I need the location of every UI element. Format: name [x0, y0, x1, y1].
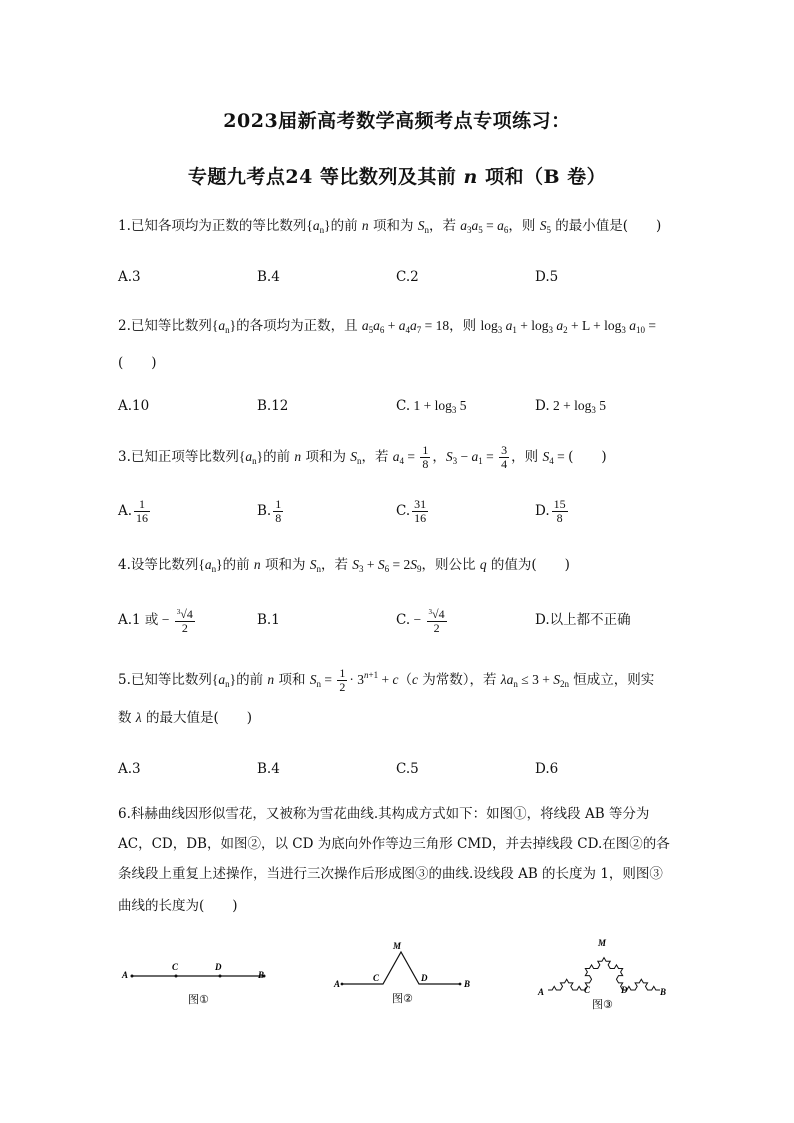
question-4-option-a: A.1 或 − $\frac{^3√4}{2}$	[118, 607, 193, 635]
question-5-option-b: B.4	[257, 761, 280, 777]
figure-2-point-b	[459, 983, 462, 986]
figure-1	[118, 958, 278, 1014]
figure-2-curve	[342, 952, 460, 984]
document-subtitle	[0, 162, 794, 189]
figure-3-label-b: B	[660, 987, 667, 997]
question-4-option-d: D.以上都不正确	[535, 612, 631, 628]
figure-3	[536, 936, 676, 1016]
question-2-option-c: C. $1 + \log_3 5$	[396, 398, 467, 415]
question-5-stem: 5.已知等比数列$\{a_n\}$的前 n 项和 $S_n$ = $\frac{1}{2}$ · $3^{n+1} + c(c$ 为常数），若 $\lambda a_n \le 3 + S_{2n}$ 恒成立，则实	[118, 666, 655, 694]
question-5-option-d: D.6	[535, 761, 559, 777]
subtitle-part-b: 项和（B 卷）	[477, 166, 607, 188]
figure-1-caption: 图①	[188, 993, 209, 1006]
figure-1-point-a	[131, 975, 134, 978]
question-3-option-d: D. $\frac{15}{8}$	[535, 497, 566, 525]
question-5-option-a: A.3	[118, 761, 141, 777]
question-1-option-b: B.4	[257, 269, 280, 285]
question-3-stem: 3.已知正项等比数列$\{a_n\}$的前 n 项和为 $S_n$，若 $a_4$ = $\frac{1}{8}$ ，$S_3 - a_1$ = $\frac{3}{4}$ ，则 $S_4$ = ( )	[118, 443, 607, 471]
question-5-option-c: C.5	[396, 761, 419, 777]
question-3-option-c: C. $\frac{31}{16}$	[396, 497, 427, 525]
figure-3-label-m: M	[598, 938, 607, 948]
figure-2-label-c: C	[373, 973, 380, 983]
question-6-line-1: 6.科赫曲线因形似雪花，又被称为雪花曲线.其构成方式如下：如图①，将线段 AB 等分为	[118, 806, 650, 822]
question-3-option-a: A. $\frac{1}{16}$	[118, 497, 149, 525]
figure-1-label-b: B	[258, 970, 265, 980]
figure-2-caption: 图②	[392, 992, 413, 1005]
figure-2-label-b: B	[464, 979, 471, 989]
figure-1-point-c	[175, 975, 178, 978]
figure-2-label-a: A	[334, 979, 341, 989]
subtitle-part-a: 专题九考点24 等比数列及其前	[187, 166, 464, 188]
figure-3-caption: 图③	[592, 998, 613, 1011]
figure-3-label-d: D	[621, 985, 628, 995]
question-5-stem-cont: 数 λ 的最大值是( )	[118, 710, 252, 726]
question-4-option-c: C. − $\frac{^3√4}{2}$	[396, 607, 445, 635]
question-4-stem: 4.设等比数列$\{a_n\}$的前 n 项和为 $S_n$，若 $S_3 + S_6 = 2S_9$，则公比 q 的值为( )	[118, 557, 570, 574]
question-1-stem: 1.已知各项均为正数的等比数列$\{a_n\}$的前 n 项和为 $S_n$，若 $a_3a_5 = a_6$，则 $S_5$ 的最小值是( )	[118, 218, 662, 235]
figure-2-point-a	[341, 983, 344, 986]
question-1-option-a: A.3	[118, 269, 141, 285]
figure-1-label-d: D	[215, 962, 222, 972]
subtitle-n: n	[463, 166, 478, 188]
figure-1-label-a: A	[122, 970, 129, 980]
document-title: 2023届新高考数学高频考点专项练习：	[223, 110, 571, 132]
figure-3-label-c: C	[584, 985, 591, 995]
question-1-option-d: D.5	[535, 269, 559, 285]
figure-2-label-d: D	[421, 973, 428, 983]
question-6-line-2: AC，CD，DB，如图②，以 CD 为底向外作等边三角形 CMD，并去掉线段 CD.在图②的各	[118, 836, 670, 852]
figure-1-point-d	[219, 975, 222, 978]
question-4-option-b: B.1	[257, 612, 280, 628]
figure-2	[330, 938, 480, 1010]
figure-2-label-m: M	[393, 941, 402, 951]
figure-3-label-a: A	[538, 987, 545, 997]
question-1-option-c: C.2	[396, 269, 419, 285]
question-2-stem: 2.已知等比数列$\{a_n\}$的各项均为正数，且 $a_5a_6 + a_4a_7 = 18$，则 $\log_3 a_1 + \log_3 a_2 + L + \log_3 a_{10}$ =	[118, 318, 656, 335]
figure-1-label-c: C	[172, 962, 179, 972]
question-6-line-3: 条线段上重复上述操作，当进行三次操作后形成图③的曲线.设线段 AB 的长度为 1，则图③	[118, 866, 663, 882]
question-6-line-4: 曲线的长度为( )	[118, 898, 238, 914]
question-2-option-d: D. $2 + \log_3 5$	[535, 398, 607, 415]
question-3-option-b: B. $\frac{1}{8}$	[257, 497, 282, 525]
figure-3-koch-curve	[548, 958, 660, 990]
question-2-option-a: A.10	[118, 398, 150, 414]
question-2-stem-cont: ( )	[118, 355, 157, 371]
question-2-option-b: B.12	[257, 398, 289, 414]
